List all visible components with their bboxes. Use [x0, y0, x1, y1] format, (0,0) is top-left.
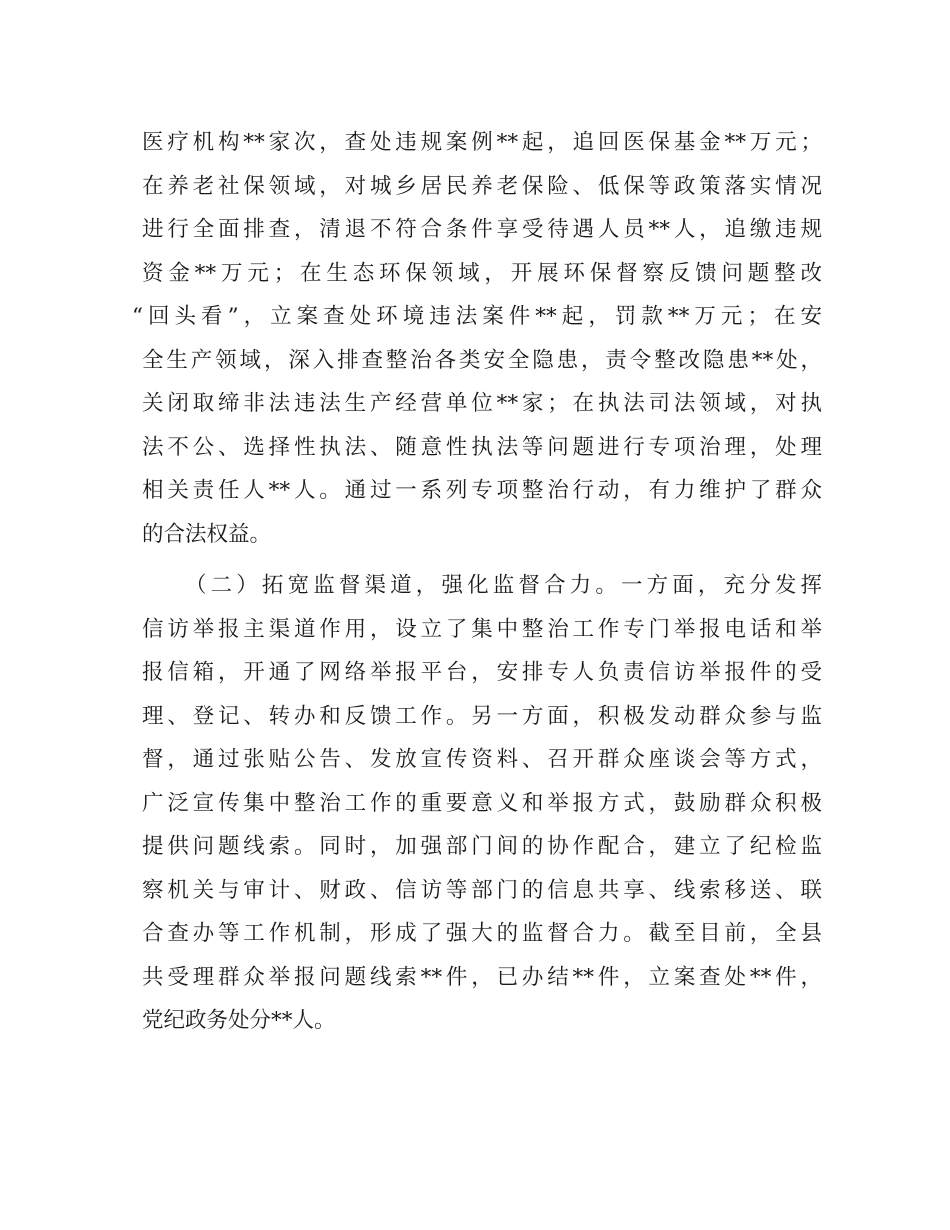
paragraph-line: 在养老社保领域，对城乡居民养老保险、低保等政策落实情况	[142, 173, 822, 199]
paragraph-line: 察机关与审计、财政、信访等部门的信息共享、线索移送、联	[142, 877, 822, 903]
paragraph-line: 报信箱，开通了网络举报平台，安排专人负责信访举报件的受	[142, 660, 822, 685]
paragraph-line: 全生产领域，深入排查整治各类安全隐患，责令整改隐患**处，	[142, 347, 822, 373]
paragraph-line: 广泛宣传集中整治工作的重要意义和举报方式，鼓励群众积极	[142, 790, 822, 816]
paragraph-line: 关闭取缔非法违法生产经营单位**家；在执法司法领域，对执	[142, 391, 822, 416]
paragraph-line: 进行全面排查，清退不符合条件享受待遇人员**人，追缴违规	[142, 217, 822, 242]
paragraph-line: 信访举报主渠道作用，设立了集中整治工作专门举报电话和举	[142, 616, 822, 642]
paragraph-line: 共受理群众举报问题线索**件，已办结**件，立案查处**件，	[142, 964, 822, 990]
paragraph-line: 医疗机构**家次，查处违规案例**起，追回医保基金**万元；	[142, 130, 822, 155]
paragraph-line: 提供问题线索。同时，加强部门间的协作配合，建立了纪检监	[142, 834, 822, 859]
paragraph-1	[132, 121, 822, 556]
paragraph-line: 的合法权益。	[142, 521, 272, 547]
paragraph-line: 相关责任人**人。通过一系列专项整治行动，有力维护了群众	[142, 478, 822, 503]
paragraph-line: （二）拓宽监督渠道，强化监督合力。一方面，充分发挥	[185, 573, 822, 598]
paragraph-2	[142, 564, 822, 1043]
paragraph-line: 资金**万元；在生态环保领域，开展环保督察反馈问题整改	[142, 260, 822, 286]
paragraph-line: 理、登记、转办和反馈工作。另一方面，积极发动群众参与监	[142, 703, 822, 729]
paragraph-line: 法不公、选择性执法、随意性执法等问题进行专项治理，处理	[142, 434, 822, 460]
paragraph-line: “回头看”，立案查处环境违法案件**起，罚款**万元；在安	[132, 304, 822, 329]
paragraph-line: 督，通过张贴公告、发放宣传资料、召开群众座谈会等方式，	[142, 747, 822, 772]
paragraph-line: 合查办等工作机制，形成了强大的监督合力。截至目前，全县	[142, 921, 822, 946]
paragraph-line: 党纪政务处分**人。	[142, 1008, 336, 1033]
